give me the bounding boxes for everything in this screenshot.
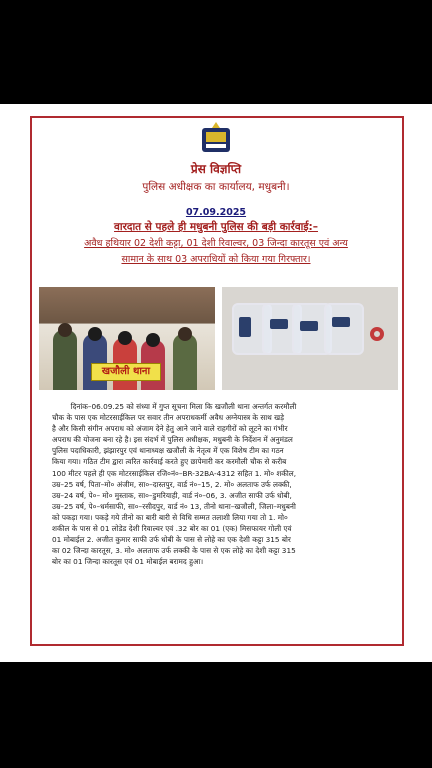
police-emblem-icon [200, 122, 232, 156]
pistol-icon [300, 321, 318, 331]
pistol-icon [332, 317, 350, 327]
mobile-phone-icon [239, 317, 251, 337]
officer-figure [173, 334, 197, 390]
subheadline-line-1: अवैध हथियार 02 देशी कट्टा, 01 देशी रिवाल्वर, 03 जिन्दा कारतूस एवं अन्य [84, 238, 348, 249]
press-release-body: दिनांक–06.09.25 को संध्या में गुप्त सूचना मिला कि खजौली थाना अन्तर्गत करमौली चौक के पास एक मोटरसाईकिल पर सवार तीन अपराधकर्मी अवैध अग्नेयास्त्र के साथ खड़े है और किसी संगीन अपराध को अंजाम देने हेतु आने जाने वाले राहगीरों को लूटने का गंभीर अपराध की योजना बना रहे है। इस संदर्भ में पुलिस अधीक्षक, मधुबनी के निर्देशन में अनुमंडल पुलिस पदाधिकारी, झंझारपुर एवं थानाध्यक्ष खजौली के नेतृत्व में एक विशेष टीम का गठन किया गया। गठित टीम द्वारा त्वरित कार्रवाई करते हुए छापेमारी कर करमौली चौक से करीब 100 मीटर पहले ही एक मोटरसाईकिल रजि०नं०–BR-32BA-4312 सहित 1. मो० शकील, उम्र–25 वर्ष, पिता–मो० अंजीम, सा०–दास्तपुर, वार्ड नं०–15, 2. मो० अलताफ उर्फ लक्की, उम्र–24 वर्ष, पे०– मो० मुस्ताक, सा०–डुमरियाही, वार्ड नं०–06, 3. अजीत साफी उर्फ धोबी, उम्र–25 वर्ष, पे०–धर्मसाफी, सा०–रसीदपुर, वार्ड नं० 13, तीनो थाना–खजौली, जिला–मधुबनी को पकड़ा गया। पकड़े गये तीनो का बारी बारी से विधि सम्मत तलाशी लिया गया तो 1. मो० शकील के पास से 01 लोडेड देशी रिवाल्वर एवं .32 बोर का 01 (एक) मिसफायर गोली एवं 01 मोबाईल 2. अजीत कुमार साफी उर्फ धोबी के पास से लोहे का एक देशी कट्टा 315 बोर का 02 जिन्दा कारतूस, 3. मो० अलताफ उर्फ लक्की के पास से एक लोहे का देशी कट्टा 315 बोर का 01 जिन्दा कारतूस एवं 01 मोबाईल बरामद हुआ। [52, 402, 297, 567]
officer-head [58, 323, 72, 337]
top-letterbox [0, 0, 432, 104]
accused-head [146, 333, 160, 347]
accused-figure [83, 334, 107, 390]
cartridge-coil-icon [370, 327, 384, 341]
press-release-title: प्रेस विज्ञप्ति [190, 162, 242, 176]
officer-figure [53, 330, 77, 390]
accused-head [88, 327, 102, 341]
release-date: 07.09.2025 [185, 207, 247, 218]
press-release-page [0, 104, 432, 662]
police-station-caption: खजौली थाना [91, 363, 161, 381]
officer-head [178, 327, 192, 341]
office-name: पुलिस अधीक्षक का कार्यालय, मधुबनी। [142, 181, 290, 193]
revolver-icon [270, 319, 288, 329]
accused-head [118, 331, 132, 345]
headline: वारदात से पहले ही मधुबनी पुलिस की बड़ी कार्रवाई:– [114, 221, 318, 233]
subheadline-line-2: सामान के साथ 03 अपराधियों को किया गया गिरफ्तार। [121, 254, 311, 265]
bottom-letterbox [0, 662, 432, 768]
arrest-photo [39, 287, 215, 390]
seized-items-photo [222, 287, 398, 390]
evidence-box [324, 303, 364, 355]
